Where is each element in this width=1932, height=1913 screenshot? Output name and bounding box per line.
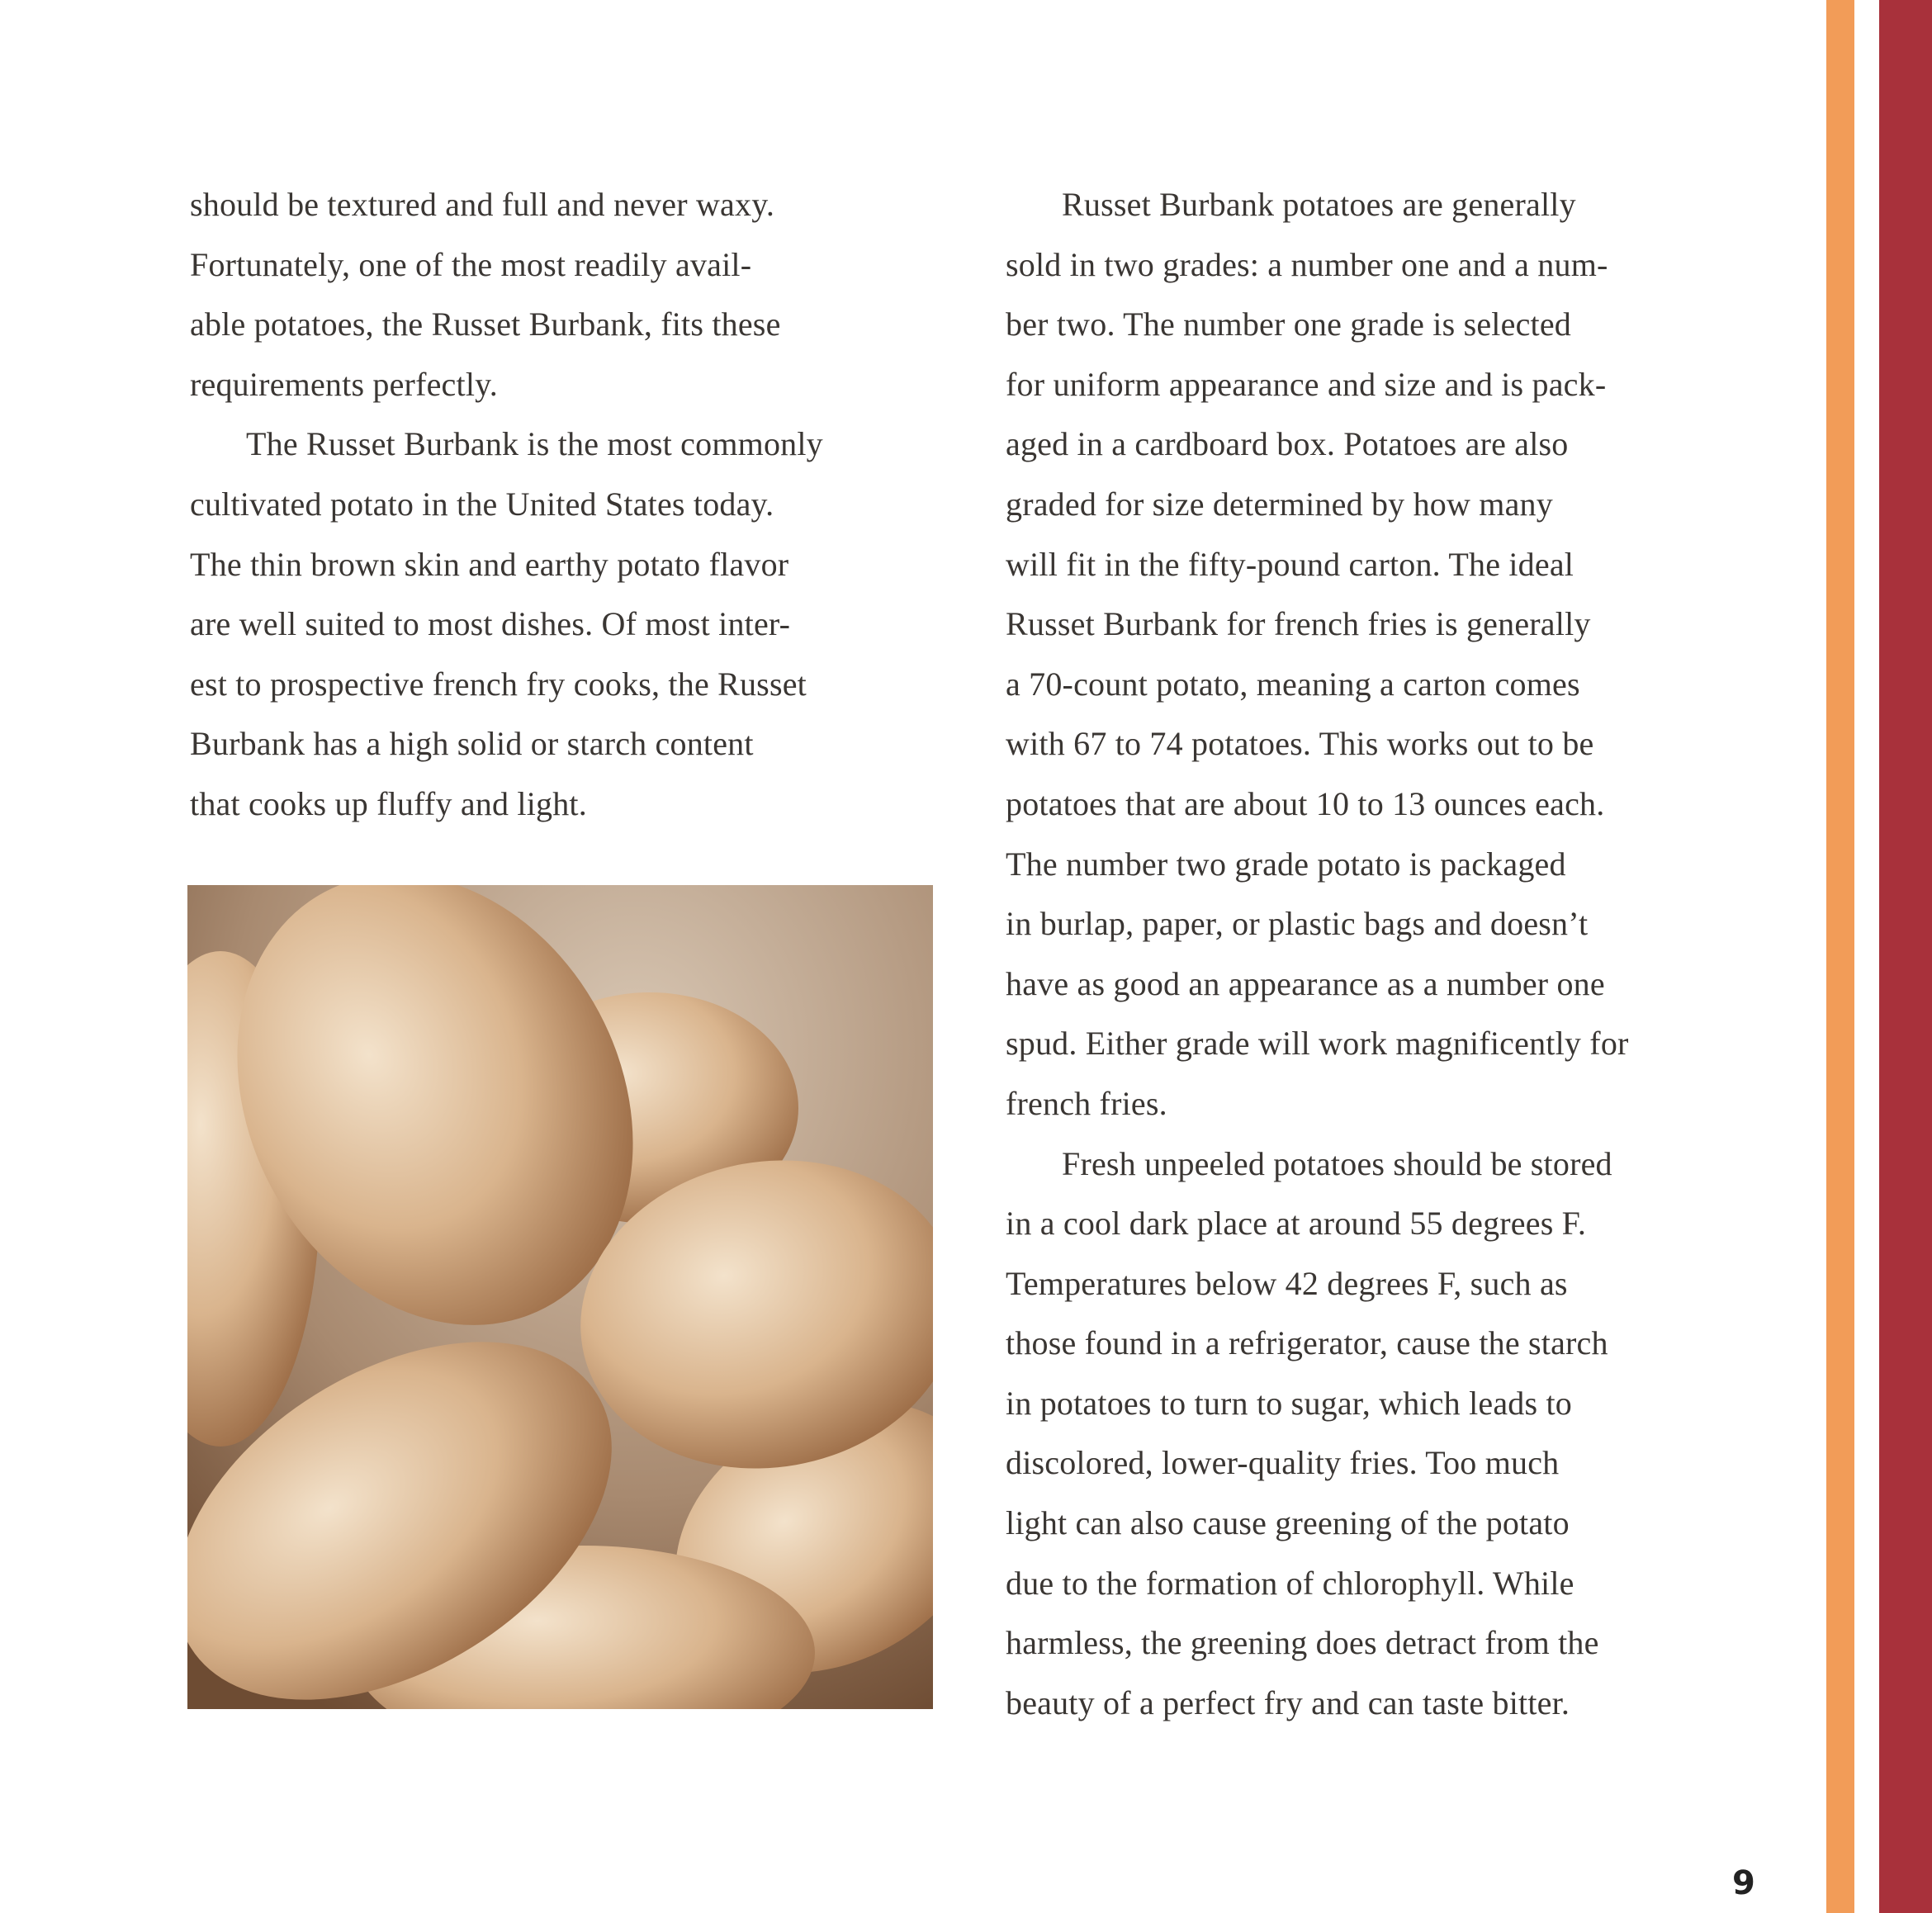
orange-edge-stripe (1826, 0, 1854, 1913)
text-line: will fit in the fifty-pound carton. The ideal (1006, 545, 1574, 583)
text-line: light can also cause greening of the potato (1006, 1504, 1570, 1542)
text-line: The number two grade potato is packaged (1006, 845, 1566, 883)
left-text-column (190, 175, 958, 835)
text-line: in potatoes to turn to sugar, which leads to (1006, 1384, 1572, 1422)
text-line: Fortunately, one of the most readily avail- (190, 245, 752, 283)
text-line: a 70-count potato, meaning a carton comes (1006, 665, 1580, 703)
text-line: in burlap, paper, or plastic bags and doesn’t (1006, 905, 1589, 943)
text-line: Russet Burbank for french fries is generally (1006, 605, 1591, 643)
right-text-column (1006, 175, 1765, 1733)
text-line: should be textured and full and never waxy. (190, 186, 775, 223)
text-line: ber two. The number one grade is selected (1006, 305, 1571, 343)
paragraph-start-line: Russet Burbank potatoes are generally (1062, 186, 1576, 223)
text-line: with 67 to 74 potatoes. This works out to be (1006, 725, 1594, 763)
text-line: graded for size determined by how many (1006, 485, 1553, 523)
text-line: Temperatures below 42 degrees F, such as (1006, 1264, 1568, 1302)
text-line: able potatoes, the Russet Burbank, fits these (190, 305, 781, 343)
text-line: french fries. (1006, 1084, 1167, 1122)
text-line: for uniform appearance and size and is pack- (1006, 365, 1607, 403)
text-line: discolored, lower-quality fries. Too much (1006, 1444, 1560, 1482)
text-line: The thin brown skin and earthy potato flavor (190, 545, 789, 583)
paragraph-start-line: Fresh unpeeled potatoes should be stored (1062, 1144, 1612, 1182)
text-line: aged in a cardboard box. Potatoes are also (1006, 425, 1569, 463)
text-line: that cooks up fluffy and light. (190, 784, 587, 822)
text-line: due to the formation of chlorophyll. While (1006, 1564, 1574, 1602)
red-edge-stripe (1879, 0, 1932, 1913)
text-line: cultivated potato in the United States today. (190, 485, 774, 523)
text-line: requirements perfectly. (190, 365, 498, 403)
text-line: est to prospective french fry cooks, the Russet (190, 665, 807, 703)
text-line: have as good an appearance as a number one (1006, 964, 1605, 1002)
page-number: 9 (1732, 1864, 1755, 1902)
text-line: spud. Either grade will work magnificently for (1006, 1025, 1629, 1063)
text-line: in a cool dark place at around 55 degrees F. (1006, 1205, 1587, 1243)
text-line: those found in a refrigerator, cause the starch (1006, 1324, 1608, 1362)
text-line: potatoes that are about 10 to 13 ounces each. (1006, 784, 1605, 822)
text-line: beauty of a perfect fry and can taste bitter. (1006, 1683, 1570, 1721)
text-line: Burbank has a high solid or starch content (190, 725, 754, 763)
text-line: are well suited to most dishes. Of most inter- (190, 605, 791, 643)
paragraph-start-line: The Russet Burbank is the most commonly (246, 425, 823, 463)
text-line: sold in two grades: a number one and a num- (1006, 245, 1608, 283)
text-line: harmless, the greening does detract from the (1006, 1624, 1599, 1662)
potatoes-photo (187, 885, 933, 1709)
